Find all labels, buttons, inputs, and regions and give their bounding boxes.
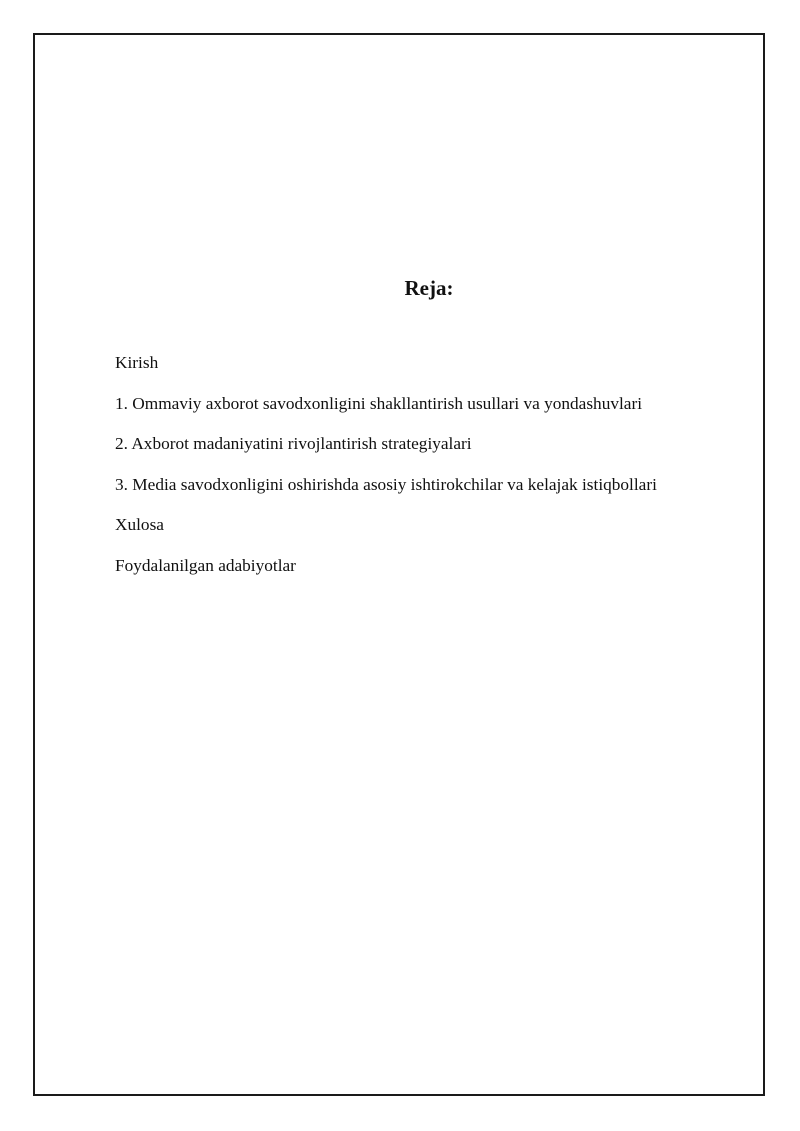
plan-item-introduction: Kirish xyxy=(115,353,159,372)
plan-item-references: Foydalanilgan adabiyotlar xyxy=(115,555,296,575)
plan-item-1: 1. Ommaviy axborot savodxonligini shakllantirish usullari va yondashuvlari xyxy=(115,393,643,413)
page-title: Reja: xyxy=(404,276,454,300)
plan-item-3: 3. Media savodxonligini oshirishda asosiy ishtirokchilar va kelajak istiqbollari xyxy=(115,474,657,494)
plan-item-2: 2. Axborot madaniyatini rivojlantirish strategiyalari xyxy=(115,434,472,453)
plan-list xyxy=(115,351,657,594)
plan-item-conclusion: Xulosa xyxy=(115,515,164,534)
